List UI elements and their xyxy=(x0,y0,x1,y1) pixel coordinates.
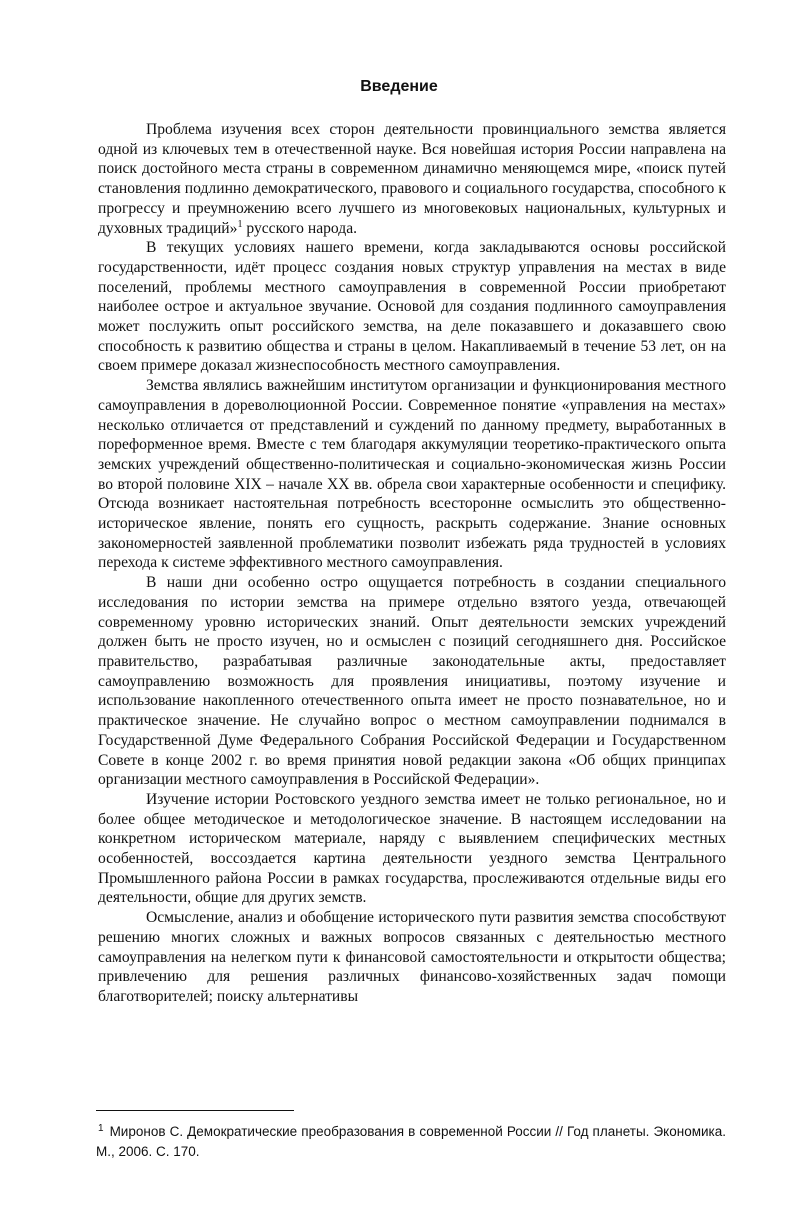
paragraph-1-text: Проблема изучения всех сторон деятельности провинциального земства является одной из ключевых тем в отечественной науке. Вся новейшая история России направлена на поиск достойного места страны в современном динамично меняющемся мире, «поиск путей становления подлинно демократического, правового и социального государства, способного к прогрессу и преумножению всего лучшего из многовековых национальных, культурных и духовных традиций» xyxy=(98,121,726,237)
footnote-mark: 1 xyxy=(98,1122,104,1134)
paragraph-3: Земства являлись важнейшим институтом организации и функционирования местного самоуправления в дореволюционной России. Современное понятие «управления на местах» несколько отличается от представлений и суждений по данному предмету, выработанных в пореформенное время. Вместе с тем благодаря аккумуляции теоретико-практического опыта земских учреждений общественно-политическая и социально-экономическая жизнь России во второй половине XIX – начале XX вв. обрела свои характерные особенности и специфику. Отсюда возникает настоятельная потребность всесторонне осмыслить это общественно-историческое явление, понять его сущность, раскрыть содержание. Знание основных закономерностей заявленной проблематики позволит избежать ряда трудностей в условиях перехода к системе эффективного местного самоуправления. xyxy=(98,377,726,572)
paragraph-1-tail: русского народа. xyxy=(242,219,358,237)
footnote-text: Миронов С. Демократические преобразования в современной России // Год планеты. Экономика. М., 2006. С. 170. xyxy=(96,1124,726,1159)
paragraph-4: В наши дни особенно остро ощущается потребность в создании специального исследования по истории земства на примере отдельно взятого уезда, отвечающей современному уровню исторических знаний. Опыт деятельности земских учреждений должен быть не просто изучен, но и осмыслен с позиций сегодняшнего дня. Российское правительство, разрабатывая различные законодательные акты, предоставляет самоуправлению возможность для проявления инициативы, поэтому изучение и использование накопленного отечественного опыта имеет не просто познавательное, но и практическое значение. Не случайно вопрос о местном самоуправлении поднимался в Государственной Думе Федерального Собрания Российской Федерации и Государственном Совете в конце 2002 г. во время принятия новой редакции закона «Об общих принципах организации местного самоуправления в Российской Федерации». xyxy=(98,574,726,789)
page-title: Введение xyxy=(360,78,438,95)
paragraph-5: Изучение истории Ростовского уездного земства имеет не только региональное, но и более общее методическое и методологическое значение. В настоящем исследовании на конкретном историческом материале, наряду с выявлением специфических местных особенностей, воссоздается картина деятельности уездного земства Центрального Промышленного района России в рамках государства, прослеживаются отдельные виды его деятельности, общие для других земств. xyxy=(98,790,726,907)
paragraph-2: В текущих условиях нашего времени, когда закладываются основы российской государственности, идёт процесс создания новых структур управления на местах в виде поселений, проблемы местного самоуправления в современной России приобретают наиболее острое и актуальное звучание. Основой для создания подлинного самоуправления может послужить опыт российского земства, на деле показавшего и доказавшего свою способность к развитию общества и страны в целом. Накапливаемый в течение 53 лет, он на своем примере доказал жизнеспособность местного самоуправления. xyxy=(98,239,726,375)
footnote-reference: 1 xyxy=(237,218,243,230)
footnote xyxy=(96,1122,726,1162)
paragraph-1 xyxy=(98,120,726,238)
main-text xyxy=(98,120,726,1007)
footnote-divider xyxy=(96,1110,294,1111)
paragraph-6: Осмысление, анализ и обобщение исторического пути развития земства способствуют решению многих сложных и важных вопросов связанных с деятельностью местного самоуправления на нелегком пути к финансовой самостоятельности и открытости общества; привлечению для решения различных финансово-хозяйственных задач помощи благотворителей; поиску альтернативы xyxy=(98,909,726,1005)
